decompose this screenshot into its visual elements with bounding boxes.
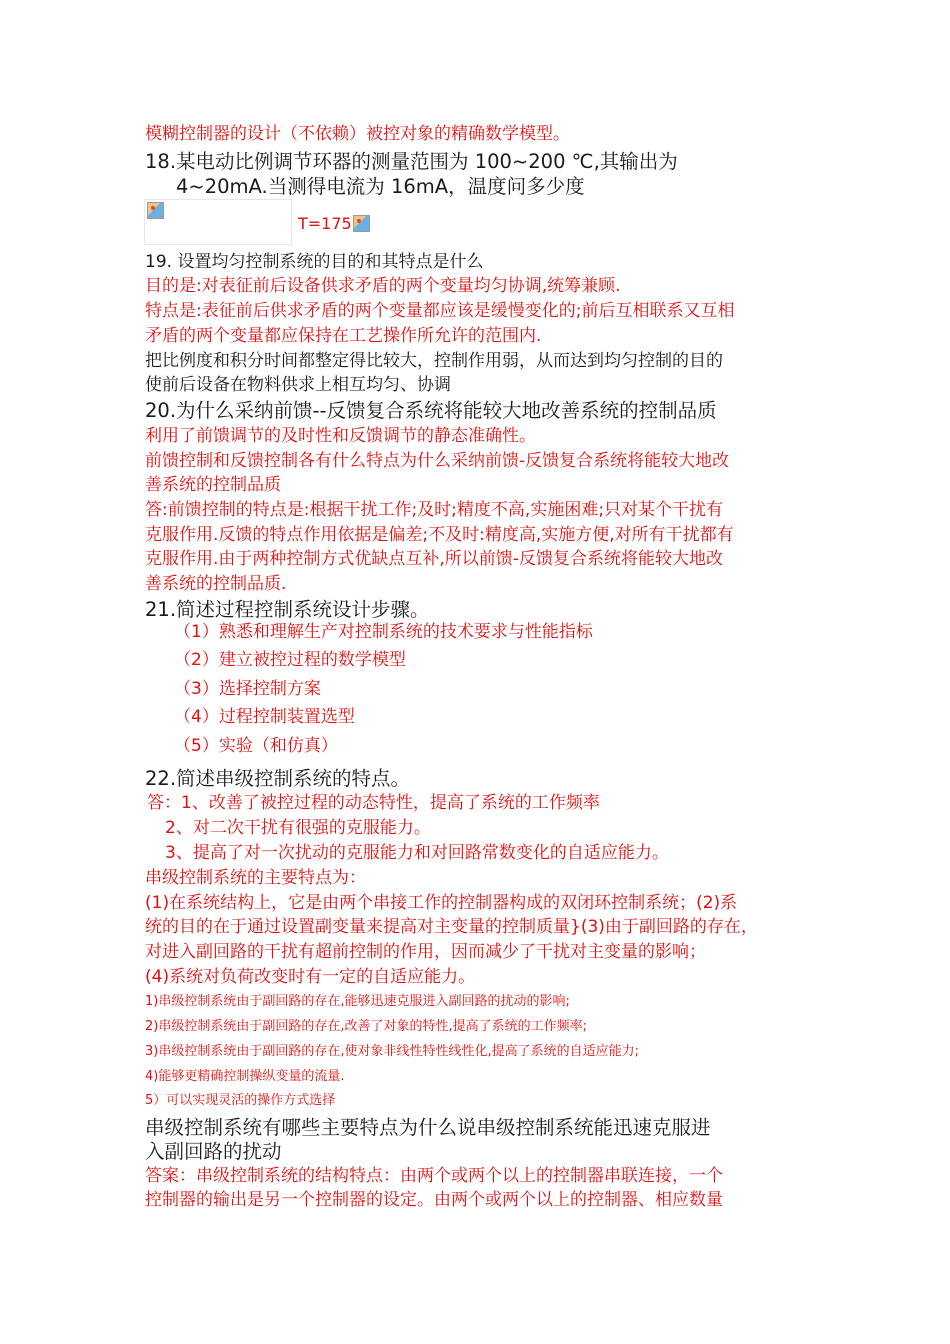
text-line: 克服作用.反馈的特点作用依据是偏差;不及时:精度高,实施方便,对所有干扰都有 xyxy=(145,525,734,545)
text-line: 把比例度和积分时间都整定得比较大，控制作用弱，从而达到均匀控制的目的 xyxy=(145,351,723,371)
question-23-line-1: 串级控制系统有哪些主要特点为什么说串级控制系统能迅速克服进 xyxy=(145,1116,711,1139)
text-line: 控制器的输出是另一个控制器的设定。由两个或两个以上的控制器、相应数量 xyxy=(145,1190,723,1210)
text-line: 统的目的在于通过设置副变量来提高对主变量的控制质量}(3)由于副回路的存在， xyxy=(145,917,758,937)
text-line: 克服作用.由于两种控制方式优缺点互补,所以前馈-反馈复合系统将能较大地改 xyxy=(145,549,723,569)
text-line: 使前后设备在物料供求上相互均匀、协调 xyxy=(145,375,451,395)
text-line: 2、对二次干扰有很强的克服能力。 xyxy=(165,818,431,838)
text-line: 利用了前馈调节的及时性和反馈调节的静态准确性。 xyxy=(145,426,536,446)
text-line: 3)串级控制系统由于副回路的存在,使对象非线性特性线性化,提高了系统的自适应能力; xyxy=(145,1044,639,1059)
question-22: 22.简述串级控制系统的特点。 xyxy=(145,767,411,790)
text-line: 答案：串级控制系统的结构特点：由两个或两个以上的控制器串联连接，一个 xyxy=(145,1166,723,1186)
text-line: 模糊控制器的设计（不依赖）被控对象的精确数学模型。 xyxy=(145,124,570,144)
broken-image-icon xyxy=(353,215,370,232)
broken-image-box xyxy=(144,199,292,245)
step-item: （3）选择控制方案 xyxy=(174,679,321,699)
text-line: 1)串级控制系统由于副回路的存在,能够迅速克服进入副回路的扰动的影响; xyxy=(145,994,570,1009)
question-18-line-2: 4~20mA.当测得电流为 16mA，温度问多少度 xyxy=(176,175,585,198)
text-line: 善系统的控制品质. xyxy=(145,574,287,594)
question-19: 19. 设置均匀控制系统的目的和其特点是什么 xyxy=(145,252,484,272)
text-line: 3、提高了对一次扰动的克服能力和对回路常数变化的自适应能力。 xyxy=(165,843,669,863)
text-line: 5）可以实现灵活的操作方式选择 xyxy=(145,1093,336,1108)
question-20: 20.为什么采纳前馈--反馈复合系统将能较大地改善系统的控制品质 xyxy=(145,399,717,422)
step-item: （2）建立被控过程的数学模型 xyxy=(174,650,406,670)
text-line: 2)串级控制系统由于副回路的存在,改善了对象的特性,提高了系统的工作频率; xyxy=(145,1019,587,1034)
text-line: (1)在系统结构上，它是由两个串接工作的控制器构成的双闭环控制系统；(2)系 xyxy=(145,893,738,913)
text-line: 特点是:表征前后供求矛盾的两个变量都应该是缓慢变化的;前后互相联系又互相 xyxy=(145,301,735,321)
text-line: 目的是:对表征前后设备供求矛盾的两个变量均匀协调,统筹兼顾. xyxy=(145,276,621,296)
broken-image-icon xyxy=(147,202,164,219)
text-line: 答:前馈控制的特点是:根据干扰工作;及时;精度不高,实施困难;只对某个干扰有 xyxy=(145,500,724,520)
text-line: (4)系统对负荷改变时有一定的自适应能力。 xyxy=(145,967,476,987)
step-item: （5）实验（和仿真） xyxy=(174,736,338,756)
question-18-line-1: 18.某电动比例调节环器的测量范围为 100~200 ℃,其输出为 xyxy=(145,150,678,173)
question-21: 21.简述过程控制系统设计步骤。 xyxy=(145,598,430,621)
text-line: 答：1、改善了被控过程的动态特性，提高了系统的工作频率 xyxy=(147,793,600,813)
question-23-line-2: 入副回路的扰动 xyxy=(145,1140,282,1163)
text-line: 矛盾的两个变量都应保持在工艺操作所允许的范围内. xyxy=(145,326,542,346)
step-item: （4）过程控制装置选型 xyxy=(174,707,355,727)
answer-18-text: T=175 xyxy=(298,214,352,233)
text-line: 对进入副回路的干扰有超前控制的作用，因而减少了干扰对主变量的影响； xyxy=(145,942,706,962)
answer-18-value xyxy=(298,214,352,233)
text-line: 善系统的控制品质 xyxy=(145,475,281,495)
text-line: 前馈控制和反馈控制各有什么特点为什么采纳前馈-反馈复合系统将能较大地改 xyxy=(145,451,730,471)
text-line: 串级控制系统的主要特点为： xyxy=(145,868,366,888)
step-item: （1）熟悉和理解生产对控制系统的技术要求与性能指标 xyxy=(174,622,593,642)
text-line: 4)能够更精确控制操纵变量的流量. xyxy=(145,1069,345,1084)
